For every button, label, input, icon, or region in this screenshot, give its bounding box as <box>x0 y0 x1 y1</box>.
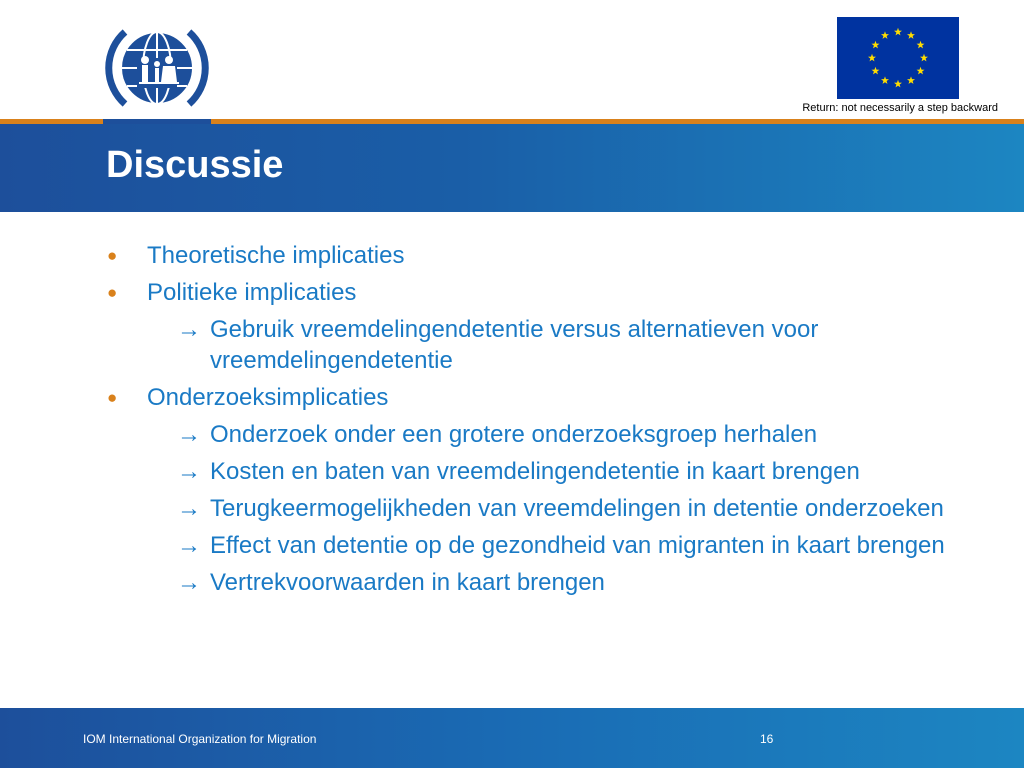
sub-bullet-item <box>103 314 963 376</box>
eu-flag-icon <box>837 17 959 99</box>
arrow-right-icon: → <box>177 569 201 596</box>
bullet-text: Vertrekvoorwaarden in kaart brengen <box>210 569 605 596</box>
bullet-text: Effect van detentie op de gezondheid van migranten in kaart brengen <box>210 532 945 559</box>
bullet-item <box>103 240 963 271</box>
tagline: Return: not necessarily a step backward <box>802 102 998 114</box>
bullet-text: Kosten en baten van vreemdelingendetentie in kaart brengen <box>210 458 860 485</box>
bullet-text: Gebruik vreemdelingendetentie versus alternatieven voor vreemdelingendetentie <box>210 316 819 374</box>
arrow-right-icon: → <box>177 316 201 343</box>
bullet-text: Onderzoek onder een grotere onderzoeksgroep herhalen <box>210 421 818 448</box>
sub-bullet-item <box>103 567 963 598</box>
title-tab-accent <box>103 119 211 124</box>
bullet-item <box>103 382 963 413</box>
bullet-text: Politieke implicaties <box>147 279 357 306</box>
bullet-item <box>103 277 963 308</box>
arrow-right-icon: → <box>177 532 201 559</box>
arrow-right-icon: → <box>177 421 201 448</box>
sub-bullet-item <box>103 419 963 450</box>
bullet-dot-icon: ● <box>107 246 118 265</box>
slide-footer <box>0 708 1024 768</box>
bullet-text: Onderzoeksimplicaties <box>147 384 389 411</box>
bullet-dot-icon: ● <box>107 388 118 407</box>
bullet-text: Theoretische implicaties <box>147 242 405 269</box>
bullet-text: Terugkeermogelijkheden van vreemdelingen in detentie onderzoeken <box>210 495 944 522</box>
slide-title: Discussie <box>106 144 284 186</box>
sub-bullet-item <box>103 493 963 524</box>
iom-logo-icon <box>103 22 211 114</box>
slide-header <box>0 0 1024 120</box>
slide-content <box>103 240 963 604</box>
arrow-right-icon: → <box>177 458 201 485</box>
page-number: 16 <box>760 732 774 746</box>
bullet-dot-icon: ● <box>107 283 118 302</box>
footer-organization: IOM International Organization for Migration <box>83 732 317 746</box>
arrow-right-icon: → <box>177 495 201 522</box>
sub-bullet-item <box>103 530 963 561</box>
sub-bullet-item <box>103 456 963 487</box>
